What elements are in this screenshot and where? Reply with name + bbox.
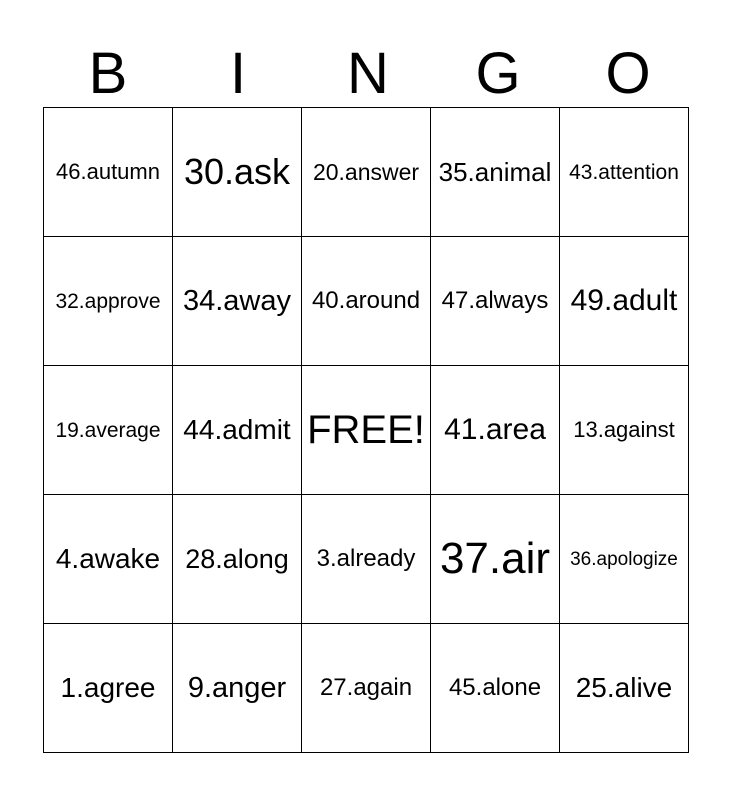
header-letter-o: O <box>605 41 651 106</box>
bingo-cell[interactable]: 28.along <box>173 495 302 624</box>
bingo-cell[interactable]: 47.always <box>431 237 560 366</box>
bingo-cell[interactable]: 34.away <box>173 237 302 366</box>
bingo-cell[interactable]: 36.apologize <box>560 495 689 624</box>
board-row <box>44 237 689 366</box>
bingo-cell free-space[interactable]: FREE! <box>302 366 431 495</box>
bingo-cell[interactable]: 40.around <box>302 237 431 366</box>
bingo-board <box>43 107 689 753</box>
bingo-cell[interactable]: 43.attention <box>560 108 689 237</box>
bingo-cell[interactable]: 49.adult <box>560 237 689 366</box>
board-row <box>44 108 689 237</box>
bingo-header <box>43 40 693 108</box>
header-letter-n: N <box>347 41 389 106</box>
bingo-cell[interactable]: 37.air <box>431 495 560 624</box>
bingo-cell[interactable]: 44.admit <box>173 366 302 495</box>
bingo-cell[interactable]: 20.answer <box>302 108 431 237</box>
bingo-cell[interactable]: 25.alive <box>560 624 689 753</box>
bingo-cell[interactable]: 41.area <box>431 366 560 495</box>
bingo-cell[interactable]: 9.anger <box>173 624 302 753</box>
header-letter-i: I <box>229 41 247 106</box>
board-row <box>44 495 689 624</box>
board-row <box>44 366 689 495</box>
bingo-cell[interactable]: 30.ask <box>173 108 302 237</box>
header-letter-g: G <box>475 41 521 106</box>
bingo-cell[interactable]: 13.against <box>560 366 689 495</box>
bingo-cell[interactable]: 45.alone <box>431 624 560 753</box>
bingo-cell[interactable]: 35.animal <box>431 108 560 237</box>
header-letter-b: B <box>88 41 128 106</box>
bingo-cell[interactable]: 19.average <box>44 366 173 495</box>
board-row <box>44 624 689 753</box>
bingo-cell[interactable]: 27.again <box>302 624 431 753</box>
bingo-cell[interactable]: 1.agree <box>44 624 173 753</box>
bingo-cell[interactable]: 4.awake <box>44 495 173 624</box>
bingo-cell[interactable]: 3.already <box>302 495 431 624</box>
bingo-cell[interactable]: 46.autumn <box>44 108 173 237</box>
bingo-cell[interactable]: 32.approve <box>44 237 173 366</box>
